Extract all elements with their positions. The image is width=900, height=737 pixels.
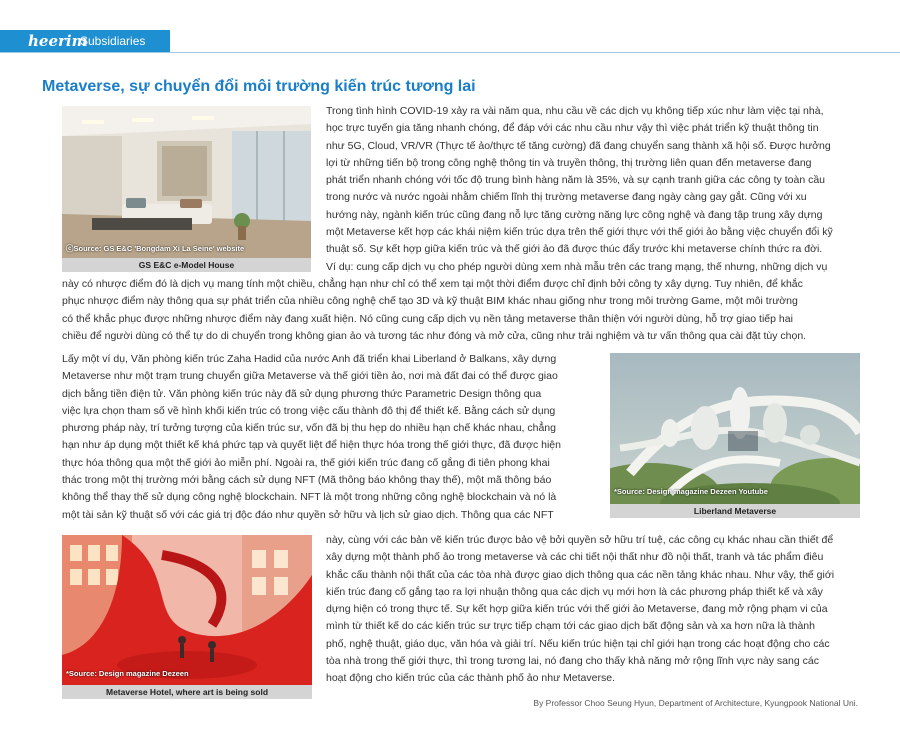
- image-source: *Source: Design magazine Dezeen Youtube: [614, 487, 768, 496]
- paragraph-liberland: [62, 351, 592, 524]
- figure-metaverse-hotel: [62, 535, 312, 700]
- text-line: phố, nghệ thuật, giáo dục, văn hóa và giải trí. Nếu kiến trúc hiện tại chỉ giới hạn trong các hoạt động cho các: [326, 637, 830, 650]
- text-line: trong nước và nước ngoài nhằm chiếm lĩnh thị trường metaverse đang ngày càng gay gắt. Cũng với xu: [326, 191, 807, 204]
- text-line: hoạt động cho kiến trúc của các thành phố ảo như Metaverse.: [326, 672, 615, 685]
- text-line: như 5G, Cloud, VR/VR (Thực tế ảo/thực tế tăng cường) đã đang chuyển sang thành xã hội số. Được hưởng: [326, 139, 831, 152]
- text-line: hạn như áp dụng một thiết kế khá phức tạp và quyết liệt để hiện thực hóa trong thế giới thực, đã được hiện: [62, 439, 561, 452]
- header-tab: [0, 30, 170, 52]
- text-line: khắc cấu thành nội thất của các tòa nhà được giao dịch thông qua các nền tảng khác nhau. Như vậy, thế giới: [326, 568, 835, 581]
- paragraph-intro: [326, 103, 860, 276]
- text-line: tòa nhà trong thế giới thực, thì trong tương lai, nó đang cho thấy khả năng mở rộng lĩnh vực này sang các: [326, 655, 819, 668]
- text-line: có thể khắc phục được những nhược điểm này đang xuất hiện. Nó cũng cung cấp dịch vụ nền tảng metaverse thân thiện với người dùng, hỗ trợ giao tiếp hai: [62, 312, 793, 325]
- text-line: Ví dụ: cung cấp dịch vụ cho phép người dùng xem nhà mẫu trên các trang mạng, thế nhưng, những dịch vụ: [326, 260, 828, 273]
- metaverse-hotel-image: [62, 535, 312, 685]
- text-line: này có nhược điểm đó là dịch vụ mang tính một chiều, chẳng hạn như chỉ có thể xem tại một thời điểm được chỉ định bởi công ty xây dựng. Tuy nhiên, để khắc: [62, 278, 803, 290]
- text-line: này, cùng với các bản vẽ kiến trúc được bảo vệ bởi quyền sở hữu trí tuệ, các công cụ khác nhau cần thiết để: [326, 534, 834, 546]
- page-title: Metaverse, sự chuyển đổi môi trường kiến trúc tương lai: [42, 78, 476, 95]
- figure-model-house: [62, 106, 311, 272]
- text-line: thuật số. Sự kết hợp giữa kiến trúc và thế giới ảo đã được thúc đẩy trước khi metaverse chính thức ra đời.: [326, 243, 823, 256]
- text-line: xây dựng một thành phố ảo trong metaverse và các chi tiết nội thất như đồ nội thất, tranh và tác phẩm điêu: [326, 551, 824, 564]
- text-line: thực hóa thông qua một thế giới ảo miễn phí. Ngoài ra, thế giới kiến trúc đang cố gắng đi tiên phong khai: [62, 456, 550, 469]
- text-line: Trong tình hình COVID-19 xảy ra vài năm qua, nhu cầu về các dịch vụ không tiếp xúc như làm việc tại nhà,: [326, 105, 824, 117]
- header-divider: [0, 52, 900, 53]
- text-line: phục nhược điểm này thông qua sự phát triển của nhiều công nghệ chế tạo 3D và kỹ thuật BIM khác nhau giống như trong môi trường Game, một môi trường: [62, 295, 798, 308]
- text-line: chiều để người dùng có thể tự do di chuyển trong không gian ảo và tương tác như đóng và mở cửa, cũng như trải nghiệm và tư vấn thông qua cài đặt tùy chọn.: [62, 329, 807, 342]
- text-line: một tài sản kỹ thuật số với các giá trị độc đáo như quyền sở hữu và lịch sử giao dịch. Thông qua các NFT: [62, 508, 554, 521]
- text-line: việc lựa chọn tham số về hình khối kiến trúc có trong việc cấu thành đô thị để thiết kế. Bằng cách sử dụng: [62, 404, 556, 417]
- author-credit: By Professor Choo Seung Hyun, Department of Architecture, Kyungpook National Uni.: [533, 698, 858, 708]
- figure-caption: Liberland Metaverse: [610, 504, 860, 518]
- text-line: kiến trúc đang cố gắng tạo ra lợi nhuận thông qua các dịch vụ mới hơn là các phương pháp thiết kế và xây: [326, 585, 823, 598]
- text-line: dịch bằng tiền điện tử. Văn phòng kiến trúc này đã sử dụng phương thức Parametric Design thông qua: [62, 387, 542, 400]
- section-label: Subsidiaries: [80, 34, 146, 48]
- text-line: lợi từ những tiến bộ trong công nghệ thông tin và truyền thông, thị trường liên quan đến metaverse đang: [326, 156, 812, 169]
- text-line: hướng này, ngành kiến trúc cũng đang nỗ lực tăng cường năng lực công nghệ và đang tập trung xây dựng: [326, 208, 823, 221]
- text-line: phát triển nhanh chóng với tốc độ trung bình hàng năm là 35%, và sự cạnh tranh giữa các công ty toàn cầu: [326, 174, 826, 187]
- figure-caption: Metaverse Hotel, where art is being sold: [62, 685, 312, 699]
- model-house-image: [62, 106, 311, 258]
- liberland-image: [610, 353, 860, 504]
- text-line: mình từ thiết kế do các kiến trúc sư trực tiếp chạm tới các giao dịch bất động sản và xa hơn nữa là thành: [326, 620, 815, 633]
- paragraph-services: [62, 276, 860, 345]
- figure-caption: GS E&C e-Model House: [62, 258, 311, 272]
- text-line: thác trong một thị trường mới bằng cách sử dụng NFT (Mã thông báo không thay thế), một mã thông báo: [62, 474, 552, 487]
- text-line: học trực tuyến gia tăng nhanh chóng, để đáp với các nhu cầu như vậy thì việc phát triển kỹ thuật thông tin: [326, 122, 819, 135]
- paragraph-nft: [326, 532, 860, 688]
- text-line: phương pháp này, trí tưởng tượng của kiến trúc sư, vốn đã bị thu hẹp do nhiều hạn chế khác nhau, chẳng: [62, 422, 556, 435]
- text-line: Lấy một ví dụ, Văn phòng kiến trúc Zaha Hadid của nước Anh đã triển khai Liberland ở Balkans, xây dựng: [62, 353, 557, 365]
- image-source: ⓒSource: GS E&C 'Bongdam Xi La Seine' website: [66, 244, 245, 253]
- text-line: không thể thay thế sử dụng công nghệ blockchain. NFT là một trong những công nghệ blockchain và nó là: [62, 491, 557, 504]
- brand-logo: heerim: [28, 32, 88, 50]
- header-bar: [0, 30, 900, 58]
- image-source: *Source: Design magazine Dezeen: [66, 669, 189, 678]
- figure-liberland: [610, 353, 860, 519]
- text-line: Metaverse như một trạm trung chuyển giữa Metaverse và thế giới tiền ảo, nơi mà đất đai có thể được giao: [62, 370, 558, 383]
- text-line: một Metaverse kết hợp các khái niệm kiến trúc dựa trên thế giới thực với thế giới ảo bằng việc chuyển đổi kỹ: [326, 226, 833, 239]
- text-line: dựng hiện có trong thực tế. Sự kết hợp giữa kiến trúc với thế giới ảo Metaverse, đang mở rộng phạm vi của: [326, 603, 828, 616]
